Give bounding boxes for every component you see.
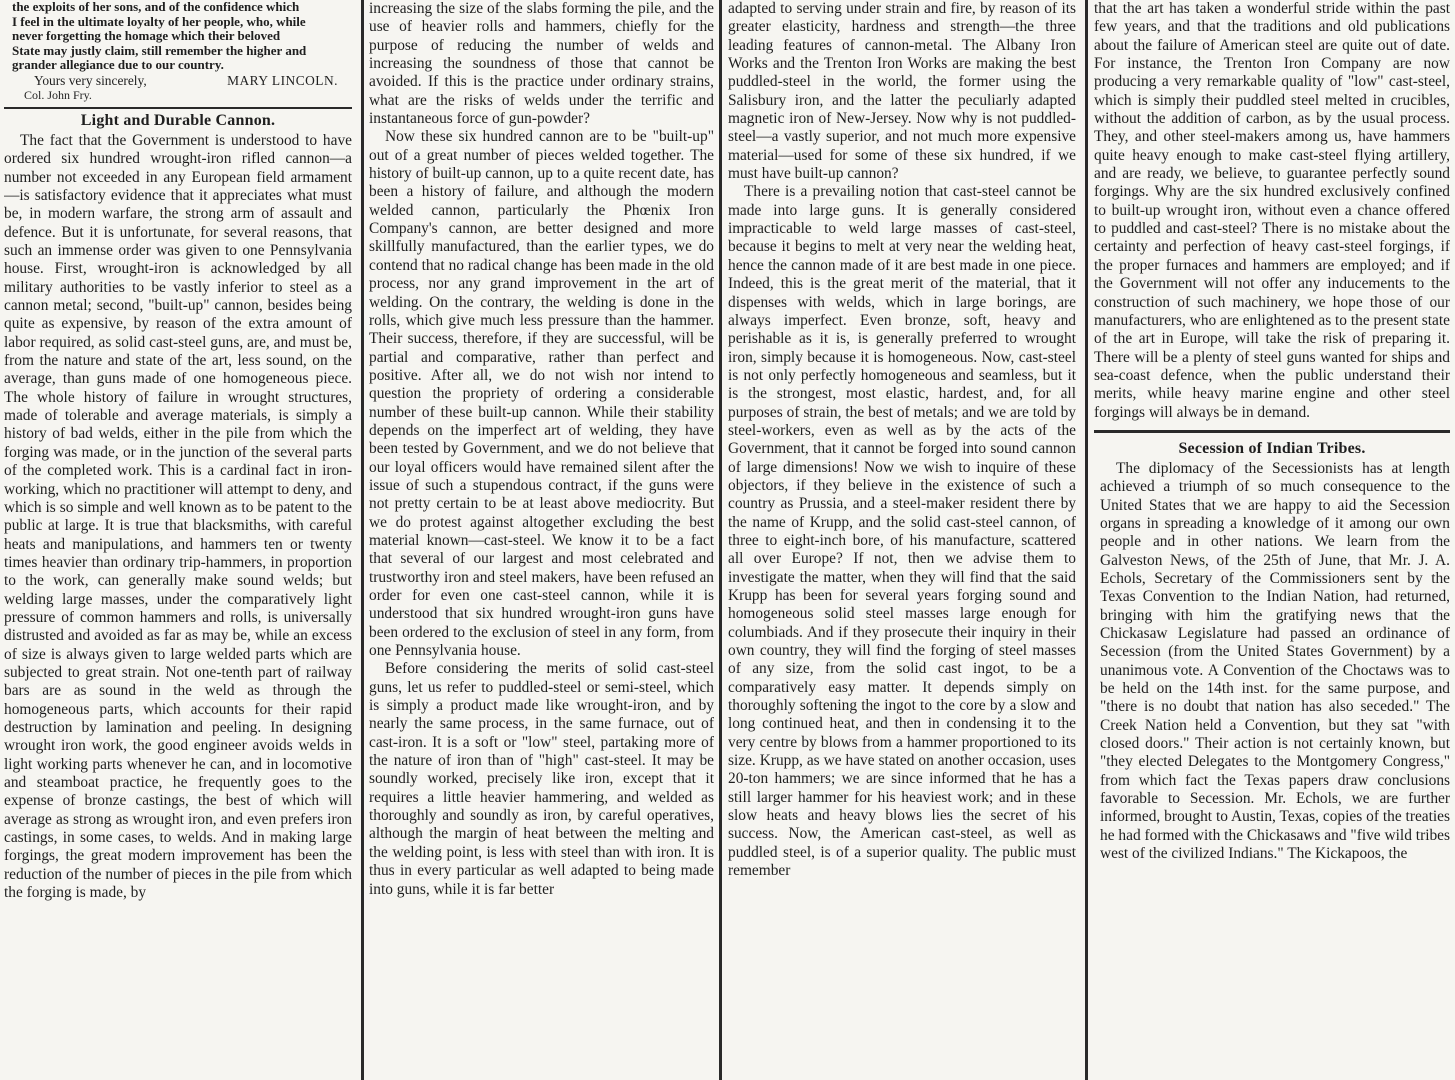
article-paragraph: adapted to serving under strain and fire, by reason of its greater elasticity, hardness and strength—the three leading features of cannon-metal. The Albany Iron Works and the Trenton Iron Works are making the best puddled-steel in the world, the former using the Salisbury iron, and the latter the peculiarly adapted magnetic iron of New-Jersey. Now why is not puddled-steel—a vastly superior, and not much more expensive material—used for some of these six hundred, if we must have built-up cannon? xyxy=(728,0,1076,183)
letter-line: I feel in the ultimate loyalty of her people, who, while xyxy=(12,13,306,29)
letter-text xyxy=(4,0,352,73)
column-divider xyxy=(361,0,364,1080)
article-paragraph: that the art has taken a wonderful stride within the past few years, and that the traditions and old publications about the failure of American steel are quite out of date. For instance, the Trenton Iron Company are now producing a very remarkable quality of "low" cast-steel, which is simply their puddled steel melted in crucibles, without the addition of carbon, as by the usual process. They, and other steel-makers among us, have hammers quite heavy enough to make cast-steel flying artillery, and are ready, we believe, to guarantee perfectly sound forgings. Why are the six hundred exclusively confined to built-up wrought iron, without even a chance offered to puddled and cast-steel? There is no mistake about the certainty and perfection of heavy cast-steel forgings, if the proper furnaces and hammers are employed; and if the Government will not offer any inducements to the construction of such machinery, we hope those of our manufacturers, who are enlightened as to the present state of the art in Europe, will take the risk of preparing it. There will be a plenty of steel guns wanted for ships and sea-coast defence, when the public understand their merits, while heavy marine engine and other steel forgings will always be in demand. xyxy=(1094,0,1450,421)
letter-line: State may justly claim, still remember the higher and xyxy=(12,42,307,58)
letter-signature: MARY LINCOLN. xyxy=(227,72,338,88)
column-4 xyxy=(1094,0,1450,1080)
article-paragraph: The diplomacy of the Secessionists has at length achieved a triumph of so much consequence to the United States that we are happy to aid the Secession organs in spreading a knowledge of it among our own people and in other nations. We learn from the Galveston News, of the 25th of June, that Mr. J. A. Echols, Secretary of the Commissioners sent by the Texas Convention to the Indian Nation, had returned, bringing with him the gratifying news that the Chickasaw Legislature had passed an ordinance of Secession (from the United States Government) by a unanimous vote. A Convention of the Choctaws was to be held on the 14th inst. for the same purpose, and "there is no doubt that nation has also seceded." The Creek Nation held a Convention, but they sat "with closed doors." Their action is not certainly known, but "they elected Delegates to the Montgomery Congress," from which fact the Texas papers draw conclusions favorable to Secession. Mr. Echols, we are further informed, brought to Austin, Texas, copies of the treaties he had formed with the Chickasaws and "five wild tribes west of the civilized Indians." The Kickapoos, the xyxy=(1100,459,1450,863)
column-divider xyxy=(719,0,722,1080)
letter-line: never forgetting the homage which their beloved xyxy=(12,28,281,44)
column-divider xyxy=(1085,0,1088,1080)
letter-signature-block xyxy=(4,73,352,88)
divider xyxy=(4,107,352,109)
headline-light-durable-cannon: Light and Durable Cannon. xyxy=(80,111,276,129)
letter-line: grander allegiance due to our country. xyxy=(12,57,224,73)
column-1 xyxy=(4,0,352,1080)
article-paragraph: Before considering the merits of solid cast-steel guns, let us refer to puddled-steel or semi-steel, which is simply a product made like wrought-iron, and by nearly the same process, in the same furnace, out of cast-iron. It is a soft or "low" steel, partaking more of the nature of iron than of "high" cast-steel. It may be soundly worked, precisely like iron, except that it requires a little heavier hammering, and welded as thoroughly and soundly as iron, by careful operatives, although the margin of heat between the melting and the welding point, is less with steel than with iron. It is thus in every particular as well adapted to being made into guns, while it is far better xyxy=(369,660,714,898)
article-paragraph: Now these six hundred cannon are to be "built-up" out of a great number of pieces welded together. The history of built-up cannon, up to a quite recent date, has been a history of failure, and although the modern welded cannon, particularly the Phœnix Iron Company's cannon, are better designed and more skillfully manufactured, than the earlier types, we do contend that no radical change has been made in the old process, nor any grand improvement in the art of welding. On the contrary, the welding is done in the rolls, which give much less pressure than the hammer. Their success, therefore, if they are successful, will be partial and comparative, rather than perfect and positive. After all, we do not wish nor intend to question the propriety of ordering a considerable number of these built-up cannon. While their stability depends on the imperfect art of welding, they have been tested by Government, and we do not believe that our loyal officers would have remained silent after the issue of such a stupendous contract, if the guns were not pretty certain to be at least above mediocrity. But we do protest against altogether excluding the best material known—cast-steel. We know it to be a fact that several of our largest and most celebrated and trustworthy iron and steel makers, have been refused an order for even one cast-steel cannon, while it is understood that six hundred wrought-iron guns have been ordered to the exclusion of steel in any form, from one Pennsylvania house. xyxy=(369,128,714,660)
column-2 xyxy=(369,0,714,1080)
headline-secession-indian-tribes: Secession of Indian Tribes. xyxy=(1178,439,1366,457)
divider xyxy=(1094,430,1450,433)
letter-closing: Yours very sincerely, xyxy=(34,72,147,88)
letter-line: the exploits of her sons, and of the confidence which xyxy=(12,0,300,14)
letter-addressee: Col. John Fry. xyxy=(24,87,92,102)
article-paragraph: There is a prevailing notion that cast-steel cannot be made into large guns. It is generally considered impracticable to weld large masses of cast-steel, because it begins to melt at very near the welding heat, hence the cannon made of it are best made in one piece. Indeed, this is the great merit of the material, that it dispenses with welds, which in large borings, are always imperfect. Even bronze, soft, heavy and perishable as it is, is generally preferred to wrought iron, simply because it is homogeneous. Now, cast-steel is not only perfectly homogeneous and seamless, but it is the strongest, most elastic, hardest, and, for all purposes of strain, the best of metals; and we are told by steel-workers, even as well as by the acts of the Government, that it cannot be forged into sound cannon of large dimensions! Now we wish to inquire of these objectors, if they believe in the existence of such a country as Prussia, and a steel-maker resident there by the name of Krupp, and the solid cast-steel cannon, of three to eight-inch bore, of his manufacture, scattered all over Europe? If not, then we advise them to investigate the matter, when they will find that the said Krupp has been for several years forging sound and homogeneous solid steel masses large enough for columbiads. And if they prosecute their inquiry in their own country, they will find the forging of steel masses of any size, from the solid cast ingot, to be a comparatively easy matter. It depends simply on thoroughly softening the ingot to the core by a slow and long continued heat, and then in condensing it to the very centre by blows from a hammer proportioned to its size. Krupp, as we have stated on another occasion, uses 20-ton hammers; we are since informed that he has a still larger hammer for his heaviest work; and in these slow heats and heavy blows lies the secret of his success. Now, the American cast-steel, as well as puddled steel, is of a superior quality. The public must remember xyxy=(728,183,1076,880)
column-3 xyxy=(728,0,1076,1080)
article-paragraph: increasing the size of the slabs forming the pile, and the use of heavier rolls and hammers, chiefly for the purpose of reducing the number of welds and increasing the soundness of those that cannot be avoided. If this is the practice under ordinary strains, what are the risks of welds under the terrific and instantaneous force of gun-powder? xyxy=(369,0,714,128)
article-paragraph: The fact that the Government is understood to have ordered six hundred wrought-iron rifled cannon—a number not exceeded in any European field armament—is satisfactory evidence that it appreciates what must be, in modern warfare, the strong arm of assault and defence. But it is unfortunate, for several reasons, that such an immense order was given to one Pennsylvania house. First, wrought-iron is acknowledged by all military authorities to be vastly inferior to steel as a cannon metal; second, "built-up" cannon, besides being quite as expensive, by reason of the extra amount of labor required, as solid cast-steel guns, are, and must be, from the nature and state of the art, less sound, on the average, than guns made of one homogeneous piece. The whole history of failure in wrought structures, made of tolerable and average materials, is simply a history of bad welds, either in the pile from which the forging was made, or in the junction of the several parts of the completed work. This is a cardinal fact in iron-working, which no practitioner will attempt to deny, and which is so simple and well known as to be patent to the public at large. It is true that blacksmiths, with careful heats and manipulations, and hammers ten or twenty times heavier than ordinary trip-hammers, in proportion to the work, can generally make sound welds; but welding large masses, under the comparatively light pressure of common hammers and rolls, is universally distrusted and avoided as far as may be, while an excess of size is always given to large welded parts which are subjected to great strain. Not one-tenth part of railway bars are as sound in the weld as through the homogeneous parts, which accounts for their rapid destruction by lamination and peeling. In designing wrought iron work, the good engineer avoids welds in light working parts whenever he can, and in locomotive and steamboat practice, he frequently goes to the expense of bronze castings, the best of which will average as strong as wrought iron, and even prefers iron castings, in some cases, to welds. And in making large forgings, the great modern improvement has been the reduction of the number of pieces in the pile from which the forging is made, by xyxy=(4,131,352,902)
